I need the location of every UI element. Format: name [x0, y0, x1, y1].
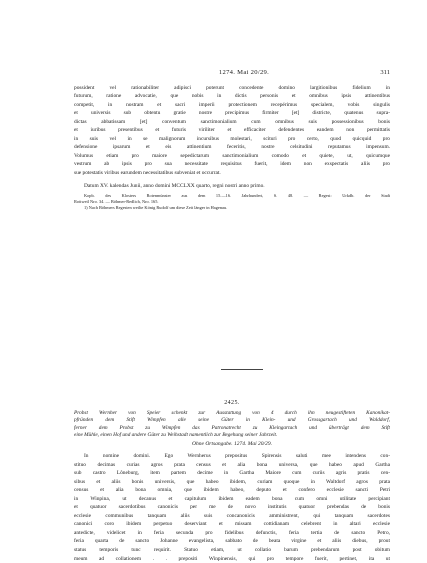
text-line: defensione ipsarum et eis attinentium feceritis, nostre celsitudini reputamus impensum.: [74, 144, 390, 151]
datum-line: Datum XV. kalendas Junii, anno domini MCCLXX quarto, regni nostri anno primo.: [84, 183, 265, 189]
text-line: stituo decimas curias agros prata census et alia bona universa, que habeo apud Gartha: [74, 461, 390, 468]
text-line: ecclesie communibus tanquam aliis suis concanonicis amministrent, qui tanquam sacerdotes: [74, 512, 390, 519]
text-line: futurum, ratione advocatie, que nobis in dictis personis et omnibus ipsis attinentibus: [74, 93, 390, 100]
text-line: status temporis tunc requirit. Statuo etiam, ut collatio barum prebendarum post obitum: [74, 547, 390, 554]
text-line: et iuribus presentibus et futuris viriliter et efficaciter defendentes eandem non permittatis: [74, 127, 390, 134]
running-header: [98, 69, 390, 79]
datum-paragraph: [74, 182, 390, 190]
header-title: 1274. Mai 20/29.: [218, 69, 270, 76]
text-line: In nomine domini. Ego Wernherus prepositus Spirensis saluti mee intendens con-: [84, 453, 390, 459]
text-line: in suis vel in se malignorum incursibus molestari, scituri pro certo, quod quicquid pro: [74, 135, 390, 142]
dateline: Ohne Ortsangabe. 1274. Mai 20/29.: [192, 441, 272, 447]
footnote: 1) Nach Böhmers Regesten weilte König Rudolf um diese Zeit länger in Hagenau.: [84, 205, 228, 211]
regest-line: eine Mühle, einen Hof und andere Güter zu Weihstadt namentlich zur Begehung seiner Jahrzeit.: [74, 432, 278, 439]
document-number: 2425.: [224, 400, 240, 406]
regest-summary: [74, 410, 390, 439]
text-line: sue potestatis viribus earundem necessitatibus subveniat et occurrat.: [74, 169, 221, 176]
text-line: census et alia bona omnia, que ibidem habeo, deputo et confero ecclesie sancti Petri: [74, 487, 390, 494]
text-line: sub castro Lôneburg, item partem decime in Gartha Maiore cum curiis agris pratis cen-: [74, 470, 390, 477]
charter-text: [74, 452, 390, 563]
text-line: feria quarta de sancto Johanne evangelista, sabbato de beata virgine et aliis diebus, prout: [74, 538, 390, 545]
regest-line: Probst Wernher von Speier schenkt zur Ausstattung von 4 durch ihn neugestifteten Kanonikat-: [74, 410, 390, 416]
source-notes: [74, 193, 390, 212]
text-line: meum ad collationem . . prepositi Winpinensis, qui pro tempore fuerit, pertinet, ita ut: [74, 555, 390, 562]
text-line: dictas abbatissam [et] conventum sanctimonialium cum omnibus suis possessionibus bonis: [74, 118, 390, 125]
divider: [221, 369, 263, 370]
text-line: competit, in nostram et sacri imperii protectionem recepérimus specialem, vobis singulis: [74, 101, 390, 108]
text-line: antedicte, videlicet in feria secunda pro fidelibus defunctis, feria tertia de sancto Petro,: [74, 529, 390, 536]
text-line: Volumus etiam pro maiore sepedictarum sanctimonialium comodo et quiete, ut, quicumque: [74, 152, 390, 159]
text-line: in Winpina, ut decanus et capitulum ibidem eadem bona cum omni utilitate percipiant: [74, 495, 390, 502]
text-line: et universis sub obtentu gratie nostre precipimus firmiter [et] districte, quatenus supra-: [74, 110, 390, 117]
text-line: possident vel rationabiliter adipisci poterunt concedente domino largitionibus fidelium in: [74, 85, 390, 91]
regest-line: ferner dem Probst zu Wimpfen das Patronatrecht zu Kleingartach und überträgt dem Stift: [74, 424, 390, 431]
text-line: sibus et aliis bonis universis, que habeo ibidem, curiam quoque in Waltdorf agros prata: [74, 478, 390, 485]
page-number: 311: [380, 69, 390, 76]
regest-line: pfründen dem Stift Wimpfen alle seine Güter in Klein- und Grossgartach und Walddorf,: [74, 417, 390, 424]
continuation-paragraph: [74, 84, 390, 177]
text-line: canonici coro ibidem perpetuo deserviant et missam cottidianam celebrent in altari ecclesie: [74, 521, 390, 528]
note-line: Kopb. des Klosters Rotenmünster aus dem 15.—16. Jahrhundert, S. 48. — Regest: Urkdb. der Stadt: [84, 193, 390, 198]
note-line: Rottweil Nro. 34. — Böhmer-Redlich, Nro. 165.: [74, 199, 159, 205]
text-line: et quatuor sacerdotibus canonicis per me de novo institutis quatuor prebendas de bonis: [74, 504, 390, 511]
text-line: vestrum ab ipsis pro sua necessitate requisitus fuerit, idem non exspectatis aliis pro: [74, 161, 390, 168]
